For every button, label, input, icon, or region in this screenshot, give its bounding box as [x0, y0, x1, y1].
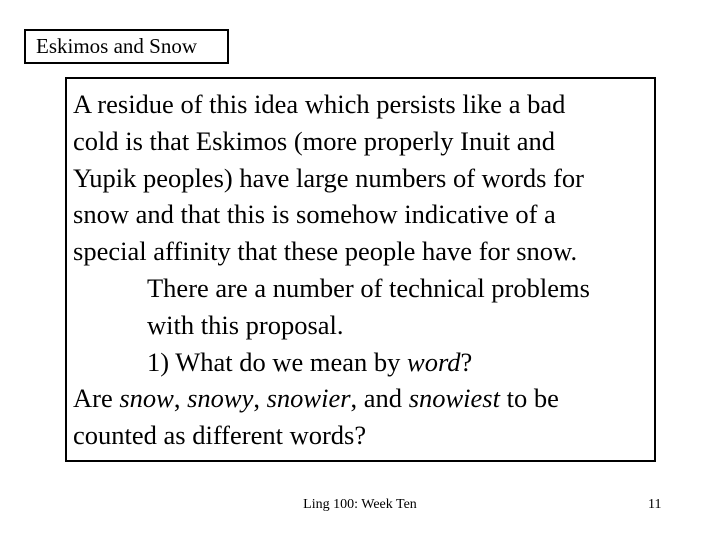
form-snow: snow	[119, 383, 174, 414]
slide-body	[65, 77, 656, 462]
body-line-3: Yupik peoples) have large numbers of words for	[73, 162, 584, 193]
body-line-4: snow and that this is somehow indicative of a	[73, 199, 556, 230]
page-number: 11	[648, 497, 662, 512]
question-term: word	[407, 346, 461, 377]
forms-sep-1: ,	[173, 383, 188, 414]
footer-course: Ling 100: Week Ten	[303, 497, 417, 512]
question-prefix: 1) What do we mean by	[147, 346, 408, 377]
form-snowier: snowier	[266, 383, 351, 414]
indented-line-1: There are a number of technical problems	[147, 272, 590, 303]
forms-line	[73, 380, 654, 417]
forms-sep-2: ,	[253, 383, 267, 414]
form-snowiest: snowiest	[408, 383, 500, 414]
slide-title: Eskimos and Snow	[24, 29, 229, 64]
question-line	[73, 344, 654, 381]
question-suffix: ?	[460, 346, 473, 377]
indented-line-2: with this proposal.	[147, 309, 344, 340]
body-line-5: special affinity that these people have for snow.	[73, 236, 578, 267]
body-line-1: A residue of this idea which persists like a bad	[73, 89, 566, 119]
forms-sep-4: to be	[499, 383, 559, 414]
forms-sep-3: , and	[350, 383, 409, 414]
body-line-2: cold is that Eskimos (more properly Inuit and	[73, 125, 556, 156]
forms-pre: Are	[73, 383, 120, 414]
forms-last-line: counted as different words?	[73, 420, 367, 451]
form-snowy: snowy	[187, 383, 254, 414]
